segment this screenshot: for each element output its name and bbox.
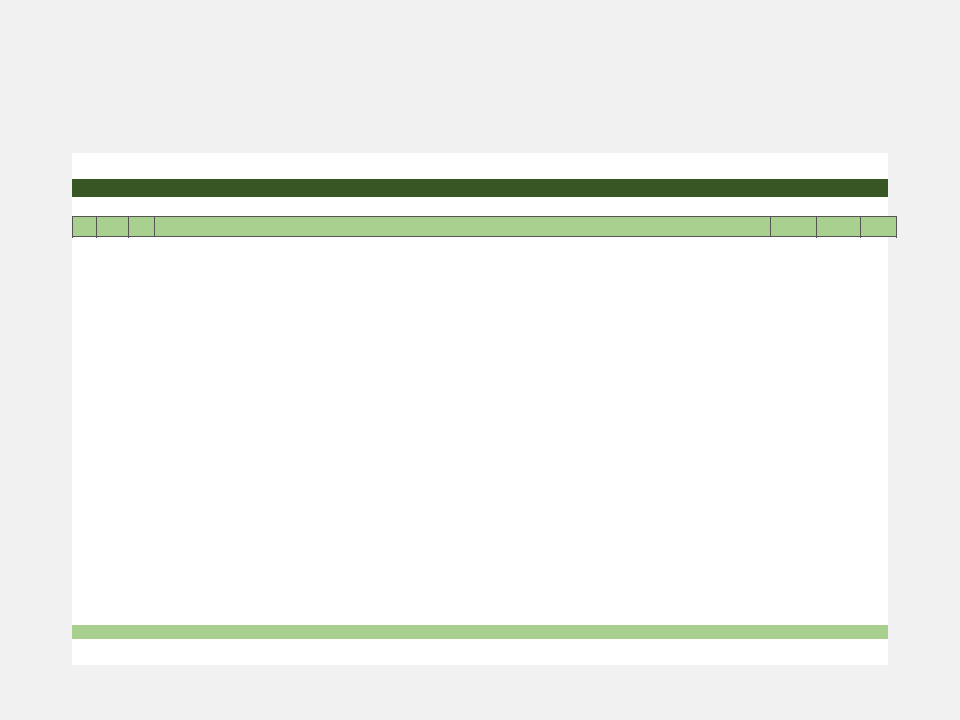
sheet-title — [72, 179, 888, 197]
header-date — [129, 217, 155, 237]
header-signature — [816, 217, 860, 237]
header-seq — [73, 217, 97, 237]
header-attendance — [155, 217, 771, 237]
header-name — [97, 217, 129, 237]
header-remarks — [860, 217, 896, 237]
sheet-footer — [72, 625, 888, 639]
attendance-table — [72, 216, 897, 237]
header-monthly-total — [770, 217, 816, 237]
